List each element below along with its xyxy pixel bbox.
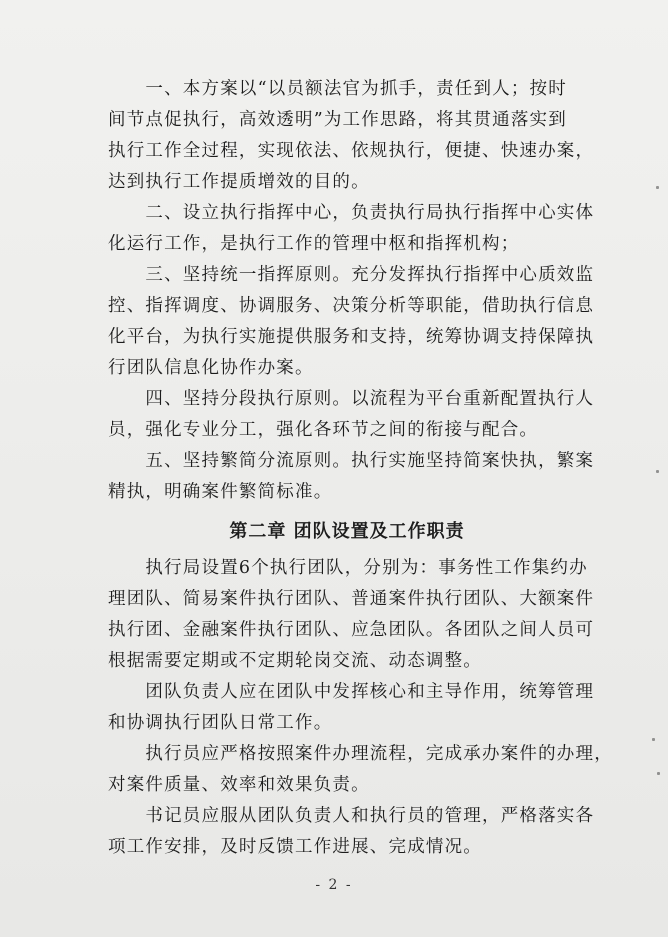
text-line: 行团队信息化协作办案。 [108,358,314,378]
section-1-body [108,74,595,508]
text-line: 书记员应服从团队负责人和执行员的管理，严格落实各 [108,806,595,826]
text-line: 化平台，为执行实施提供服务和支持，统筹协调支持保障执 [108,327,595,347]
text-line: 项工作安排，及时反馈工作进展、完成情况。 [108,837,482,857]
text-line: 化运行工作，是执行工作的管理中枢和指挥机构； [108,234,520,254]
paragraph-item-5 [108,446,595,508]
page-number: - 2 - [315,877,353,893]
paragraph-item-2 [108,198,595,260]
text-line: 执行局设置6个执行团队，分别为：事务性工作集约办 [108,558,588,578]
text-line: 精执，明确案件繁简标准。 [108,482,333,502]
paragraph-team-leader [108,677,595,739]
scan-speck [657,772,660,775]
text-line: 控、指挥调度、协调服务、决策分析等职能，借助执行信息 [108,296,595,316]
text-line: 执行员应严格按照案件办理流程，完成承办案件的办理， [108,744,613,764]
paragraph-clerk [108,801,595,863]
paragraph-item-3 [108,260,595,384]
text-line: 二、设立执行指挥中心，负责执行局执行指挥中心实体 [108,203,595,223]
text-line: 根据需要定期或不定期轮岗交流、动态调整。 [108,651,482,671]
text-line: 三、坚持统一指挥原则。充分发挥执行指挥中心质效监 [108,265,595,285]
text-line: 执行工作全过程，实现依法、依规执行，便捷、快速办案， [108,141,595,161]
text-line: 理团队、简易案件执行团队、普通案件执行团队、大额案件 [108,589,595,609]
paragraph-item-4 [108,384,595,446]
text-line: 五、坚持繁简分流原则。执行实施坚持简案快执，繁案 [108,451,595,471]
text-line: 执行团、金融案件执行团队、应急团队。各团队之间人员可 [108,620,595,640]
text-line: 和协调执行团队日常工作。 [108,713,333,733]
text-line: 对案件质量、效率和效果负责。 [108,775,370,795]
chapter-heading: 第二章 团队设置及工作职责 [229,521,465,542]
chapter-2-body [108,553,613,863]
text-line: 一、本方案以“以员额法官为抓手，责任到人；按时 [108,79,567,99]
text-line: 团队负责人应在团队中发挥核心和主导作用，统筹管理 [108,682,595,702]
scan-speck [656,470,659,473]
text-line: 员，强化专业分工，强化各环节之间的衔接与配合。 [108,420,539,440]
text-line: 达到执行工作提质增效的目的。 [108,172,370,192]
paragraph-item-1 [108,74,595,198]
text-line: 间节点促执行，高效透明”为工作思路，将其贯通落实到 [108,110,567,130]
scan-speck [656,186,659,189]
paragraph-teams [108,553,595,677]
scan-speck [652,738,655,741]
text-line: 四、坚持分段执行原则。以流程为平台重新配置执行人 [108,389,595,409]
paragraph-executor [108,739,613,801]
